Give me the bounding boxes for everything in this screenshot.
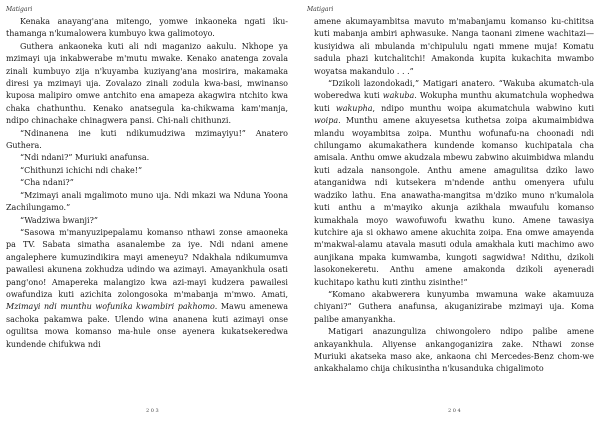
paragraph: “Ndinanena ine kuti ndikumudziwa mzimayiyu!” Anatero Guthera. xyxy=(6,128,288,151)
paragraph: “Cha ndani?” xyxy=(20,178,74,188)
text-run: . Munthu amene akuyesetsa kuthetsa zoipa akumaimbidwa mlandu woyambitsa zoipa. Munthu wofunafu-na choonadi ndi chilungamo akumakatherа kundende komanso kuchipatala cha amisala. Anthu omwe akudzala mbewu zabwino akuimbidwa mlandu kuti adzala nansongole. Anthu amene amagulitsa dziko lawo atanganidwa ndi kutsekera m'ndende anthu omenyera ufulu wadziko lathu. Ena anawatha-mangitsa m'dziko muno n'kumalola kuti anthu a m'mayiko akunja azikhala mwaufulu komanso kumakhala moyo wawofuwofu kwathu kuno. Amene tawasiya kutchire aja si okhawo amene akuchita zoipa. Ena omwe amayenda m'makwal-alamu atavala masuti odula amakhala kuti machimo awo aunjikana mpaka kumwamba, kungoti sagwidwa! Ndithu, dzikoli lasokonekeretu. Anthu amene amakonda dzikoli ayeneradi kuchitapo kathu kuti zinthu zisinthe!” xyxy=(314,116,594,287)
right-page xyxy=(300,0,600,424)
page-number: 2 0 3 xyxy=(146,408,159,414)
right-page-body xyxy=(314,16,594,376)
running-head: Matigari xyxy=(307,6,334,13)
page-number: 2 0 4 xyxy=(448,408,461,414)
text-run: “Dzikoli lazondokadi,” Matigari anatero. “Wakuba akumatch-ula woberedwa kuti xyxy=(314,79,594,101)
paragraph: Matigari anazunguliza chiwongolero ndipo palibe amene ankayankhula. Aliyense ankangoganizira zake. Nthawi zonse Muriuki akatseka maso ake, ankaona chi Mercedes-Benz chom-we ankakhalamo chija chikusintha n'kusanduka chigalimoto xyxy=(314,327,594,374)
left-page-body xyxy=(6,16,288,351)
italic-word: wakupha xyxy=(335,103,373,113)
paragraph-text: “Sasowa m'manyuzipepalamu komanso nthawi zonse amaoneka pa TV. Sabata simatha asanalembe za iye. Ndi ndani amene angalephere kumuzindikira mayi ameneyu? Ndakhala ndikumumva pawailesi akunena zokhudza udindo wa azimayi. Amayankhula osati pang'ono! Amapereka malangizo kwa azi-mayi kudzera pawailesi owafundiza kuti azichita zolongosoka m'mabanja m'mwo. Amati, xyxy=(6,227,288,299)
paragraph xyxy=(314,78,594,289)
paragraph: “Mzimayi anali mgalimoto muno uja. Ndi mkazi wa Nduna Yoona Zachilungamo.” xyxy=(6,190,288,213)
text-run: , ndipo munthu woipa akumatchula wabwino kuti xyxy=(372,103,595,113)
paragraph: “Chithunzi ichichi ndi chake!” xyxy=(20,165,143,175)
italic-word: wakuba xyxy=(382,91,415,101)
paragraph: “Komano akabwerera kunyumba mwamuna wake akamuuza chiyani?” Guthera anafunsa, akuganizirabe mzimayi uja. Koma palibe amanyankha. xyxy=(314,289,594,324)
italic-quote: Mzimayi ndi munthu wofunika kwambiri pakhomo. xyxy=(6,302,218,312)
paragraph-continued: amene akumayambitsa mavuto m'mabanjamu komanso ku-chititsa kuti mabanja ambiri aphwasuke. Nanga taonani zimene wachitazi—kusiyidwa ali mbulanda m'chipululu ngati mmene muja! Komatu sadula phazi kutchalitchi! Amakonda kupita kukachita mwambo woyatsa makandulo . . .” xyxy=(314,17,594,76)
text-run: . Wokupha munthu akumatchula wophedwa kuti xyxy=(314,91,595,113)
paragraph: Kenaka anayang'ana mitengo, yomwe inkaoneka ngati iku-thamanga n'kumalowera kumbuyo kwa galimotoyo. xyxy=(6,17,288,39)
running-head: Matigari xyxy=(6,6,33,13)
italic-word: woipa xyxy=(314,116,339,126)
paragraph: Guthera ankaoneka kuti ali ndi maganizo aakulu. Nkhope ya mzimayi uja inkabwerabe m'mutu mwake. Kenako anatenga zovala zinali kumbuyo zija n'kuyamba kuziyang'ana mosirira, makamaka diresi ya mzimayi uja. Zovalazo zinali zodula kwa-basi, mwinanso kuposa malipiro omwe antchito ena amapeza akagwira ntchito kwa chaka chathunthu. Kenako anatsegula ka-chikwama kam'manja, ndipo chinachake chinagwera pansi. Chi-nali chithunzi. xyxy=(6,41,288,126)
paragraph: “Wadziwa bwanji?” xyxy=(20,215,98,225)
paragraph-tail: Mawu amenewa sachoka pakamwa pake. Ulendo wina ananena kuti azimayi onse ogulitsa mowa komanso ma-hule onse ayenera kukatsekeredwa kundende chifukwa ndi xyxy=(6,302,288,349)
paragraph: “Ndi ndani?” Muriuki anafunsa. xyxy=(20,153,150,163)
paragraph-last xyxy=(6,227,288,351)
